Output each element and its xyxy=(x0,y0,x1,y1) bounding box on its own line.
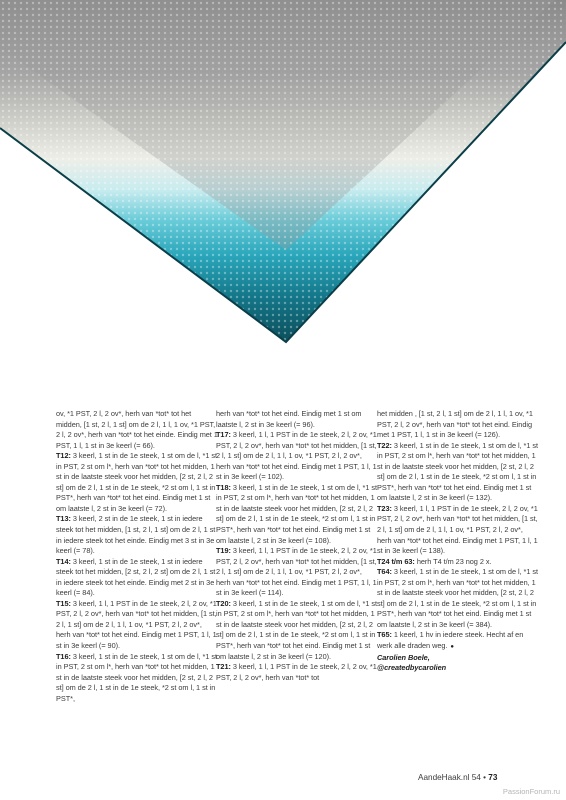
pattern-paragraph xyxy=(56,514,218,556)
pattern-paragraph xyxy=(56,409,218,451)
pattern-paragraph xyxy=(377,567,539,630)
pattern-paragraph xyxy=(216,409,378,430)
pattern-paragraph xyxy=(56,599,218,652)
page-footer xyxy=(418,773,497,782)
round-label: T24 t/m 63: xyxy=(377,556,415,566)
page-number: 73 xyxy=(488,773,498,782)
instruction-text: 3 keerl, 1 st in de 1e steek, 1 st om de l, *1 st in PST, 2 st om l*, herh van *tot* tot het midden, 1 st in de laatste steek voor het midden, [2 st, 2 l, 2 st] om de 2 l, 1 st in de 1e steek, *2 st om l, 1 st in PST*, herh van *tot* tot het eind. Eindig met 1 st om laatste l, 2 st in 3e keerl (= 120). xyxy=(216,598,377,661)
round-label: T64: xyxy=(377,567,392,577)
round-label: T12: xyxy=(56,451,71,461)
instruction-text: 3 keerl, 1 l, 1 PST in de 1e steek, 2 l, 2 ov, *1 PST, 2 l, 2 ov*, herh van *tot* tot xyxy=(216,662,377,682)
instruction-text: 3 keerl, 1 st in de 1e steek, 1 st om de l, *1 st in PST, 2 st om l*, herh van *tot* tot het midden, 1 st in de laatste steek voor het midden, [2 st, 2 l, 2 st] om de 2 l, 1 st in de 1e steek, *2 st om l, 1 st in PST*, herh van *tot* tot het eind. Eindig met 1 st om laatste l, 2 st in 3e keerl (= 72). xyxy=(56,451,217,513)
instruction-text: 3 keerl, 1 l, 1 PST in de 1e steek, 2 l, 2 ov, *1 PST, 2 l, 2 ov*, herh van *tot* tot het midden, [1 st, 2 l, 1 st] om de 2 l, 1 l, 1 ov, *1 PST, 2 l, 2 ov*, herh van *tot* tot het eind. Eindig met 1 PST, 1 l, 1 st in 3e keerl (= 138). xyxy=(377,503,538,556)
instruction-text: het midden , [1 st, 2 l, 1 st] om de 2 l, 1 l, 1 ov, *1 PST, 2 l, 2 ov*, herh van *tot* tot het eind. Eindig met 1 PST, 1 l, 1 st in 3e keerl (= 126). xyxy=(377,409,533,440)
pattern-paragraph xyxy=(56,652,218,705)
round-label: T13: xyxy=(56,514,71,524)
instruction-text: herh van *tot* tot het eind. Eindig met 1 st om laatste l, 2 st in 3e keerl (= 96). xyxy=(216,409,362,429)
instruction-text: 3 keerl, 1 st in de 1e steek, 1 st om de l, *1 st in PST, 2 st om l*, herh van *tot* tot het midden, 1 st in de laatste steek voor het midden, [2 st, 2 l, 2 st] om de 2 l, 1 st in de 1e steek, *2 st om l, 1 st in PST*, herh van *tot* tot het eind. Eindig met 1 st om laatste l, 2 st in 3e keerl (= 384). xyxy=(377,567,538,629)
round-label: T23: xyxy=(377,503,392,513)
instruction-text: 3 keerl, 1 st in de 1e steek, 1 st om de l, *1 st in PST, 2 st om l*, herh van *tot* tot het midden, 1 st in de laatste steek voor het midden, [2 st, 2 l, 2 st] om de 2 l, 1 st in de 1e steek, *2 st om l, 1 st in PST*, xyxy=(56,651,217,703)
round-label: T18: xyxy=(216,482,231,492)
text-column-3 xyxy=(377,409,539,674)
instruction-text: 3 keerl, 1 l, 1 PST in de 1e steek, 2 l, 2 ov, *1 PST, 2 l, 2 ov*, herh van *tot* tot het midden, [1 st, 2 l, 1 st] om de 2 l, 1 l, 1 ov, *1 PST, 2 l, 2 ov*, herh van *tot* tot het eind. Eindig met 1 PST, 1 l, 1 st in 3e keerl (= 102). xyxy=(216,430,377,482)
pattern-paragraph xyxy=(377,441,539,504)
round-label: T16: xyxy=(56,651,71,661)
round-label: T14: xyxy=(56,556,71,566)
pattern-paragraph xyxy=(377,630,539,652)
designer-name: Carolien Boele, xyxy=(377,652,430,662)
watermark: PassionForum.ru xyxy=(502,787,560,796)
instruction-text: ov, *1 PST, 2 l, 2 ov*, herh van *tot* tot het midden, [1 st, 2 l, 1 st] om de 2 l, 1 l, 1 ov, *1 PST, 2 l, 2 ov*, herh van *tot* tot het einde. Eindig met 1 PST, 1 l, 1 st in 3e keerl (= 66). xyxy=(56,409,218,450)
instruction-text: 3 keerl, 1 l, 1 PST in de 1e steek, 2 l, 2 ov, *1 PST, 2 l, 2 ov*, herh van *tot* tot het midden, [1 st, 2 l, 1 st] om de 2 l, 1 l, 1 ov, *1 PST, 2 l, 2 ov*, herh van *tot* tot het eind. Eindig met 1 PST, 1 l, 1 st in 3e keerl (= 90). xyxy=(56,598,217,651)
round-label: T19: xyxy=(216,546,231,556)
instruction-text: herh T4 t/m 23 nog 2 x. xyxy=(414,556,492,566)
pattern-paragraph xyxy=(216,483,378,546)
instruction-text: 1 keerl, 1 hv in iedere steek. Hecht af en werk alle draden weg. xyxy=(377,630,524,651)
pattern-paragraph xyxy=(377,409,539,441)
text-column-1 xyxy=(56,409,218,704)
round-label: T65: xyxy=(377,630,392,640)
instruction-text: 3 keerl, 1 st in de 1e steek, 1 st om de l, *1 st in PST, 2 st om l*, herh van *tot* tot het midden, 1 st in de laatste steek voor het midden, [2 st, 2 l, 2 st] om de 2 l, 1 st in de 1e steek, *2 st om l, 1 st in PST*, herh van *tot* tot het eind. Eindig met 1 st om laatste l, 2 st in 3e keerl (= 132). xyxy=(377,440,538,503)
round-label: T17: xyxy=(216,430,231,440)
text-column-2 xyxy=(216,409,378,683)
round-label: T21: xyxy=(216,662,231,672)
footer-separator: • xyxy=(483,773,486,782)
round-label: T22: xyxy=(377,440,392,450)
pattern-paragraph xyxy=(216,430,378,483)
pattern-paragraph xyxy=(56,451,218,514)
footer-site: AandeHaak.nl 54 xyxy=(418,773,481,782)
instruction-text: 3 keerl, 1 st in de 1e steek, 1 st om de l, *1 st in PST, 2 st om l*, herh van *tot* tot het midden, 1 st in de laatste steek voor het midden, [2 st, 2 l, 2 st] om de 2 l, 1 st in de 1e steek, *2 st om l, 1 st in PST*, herh van *tot* tot het eind. Eindig met 1 st om laatste l, 2 st in 3e keerl (= 108). xyxy=(216,482,377,545)
instruction-text: 3 keerl, 1 l, 1 PST in de 1e steek, 2 l, 2 ov, *1 PST, 2 l, 2 ov*, herh van *tot* tot het midden, [1 st, 2 l, 1 st] om de 2 l, 1 l, 1 ov, *1 PST, 2 l, 2 ov*, herh van *tot* tot het eind. Eindig met 1 PST, 1 l, 1 st in 3e keerl (= 114). xyxy=(216,546,377,598)
instruction-text: 3 keerl, 2 st in de 1e steek, 1 st in iedere steek tot het midden, [1 st, 2 l, 1 st] om de 2 l, 1 st in iedere steek tot het einde. Eindig met 3 st in 3e keerl (= 78). xyxy=(56,514,216,556)
round-label: T20: xyxy=(216,598,231,608)
end-bullet: ● xyxy=(450,644,454,651)
instruction-text: 3 keerl, 1 st in de 1e steek, 1 st in iedere steek tot het midden, [2 st, 2 l, 2 st] om de 2 l, 1 st in iedere steek tot het einde. Eindig met 2 st in 3e keerl (= 84). xyxy=(56,556,216,598)
pattern-paragraph xyxy=(216,546,378,599)
round-label: T15: xyxy=(56,598,71,608)
pattern-paragraph xyxy=(216,662,378,683)
pattern-paragraph xyxy=(56,557,218,599)
pattern-paragraph xyxy=(216,599,378,662)
shawl-photo xyxy=(0,0,566,345)
pattern-paragraph xyxy=(377,557,539,568)
pattern-paragraph xyxy=(377,504,539,557)
designer-handle: @createdbycarolien xyxy=(377,663,447,673)
